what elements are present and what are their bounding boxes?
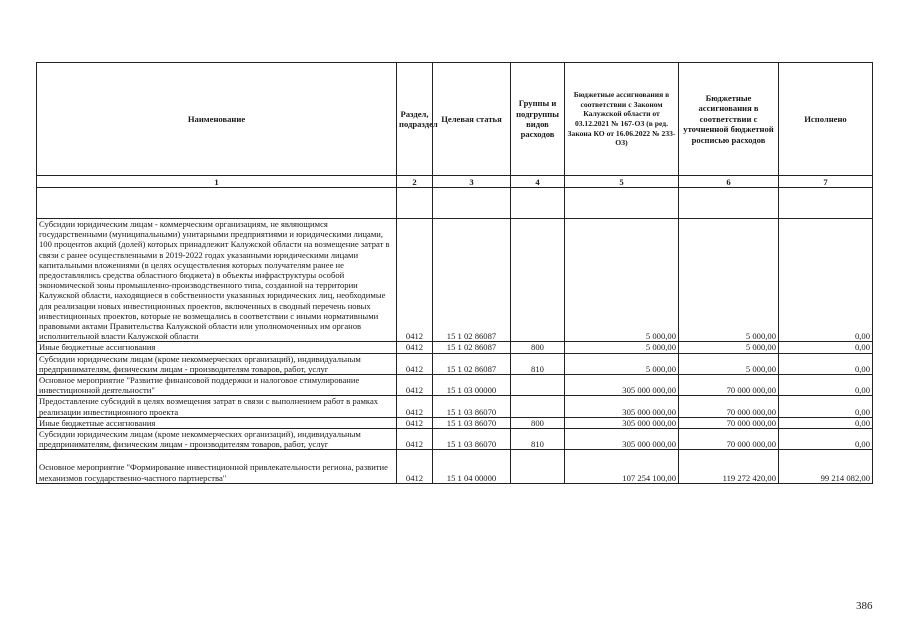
page-number: 386 xyxy=(856,600,873,612)
row-list-amount: 70 000 000,00 xyxy=(679,417,779,428)
row-law-amount: 5 000,00 xyxy=(565,219,679,342)
row-law-amount: 107 254 100,00 xyxy=(565,450,679,483)
table-row xyxy=(37,219,873,342)
row-section: 0412 xyxy=(397,450,433,483)
empty-cell xyxy=(37,188,397,219)
row-section: 0412 xyxy=(397,375,433,396)
row-name: Субсидии юридическим лицам (кроме некоммерческих организаций), индивидуальным предпринимателям, физическим лицам - производителям товаров, работ, услуг xyxy=(37,353,397,374)
table-row xyxy=(37,353,873,374)
column-number: 1 xyxy=(37,176,397,188)
header-executed: Исполнено xyxy=(779,63,873,176)
row-executed-amount: 0,00 xyxy=(779,417,873,428)
row-law-amount: 305 000 000,00 xyxy=(565,375,679,396)
row-target: 15 1 02 86087 xyxy=(433,342,511,353)
row-executed-amount: 0,00 xyxy=(779,375,873,396)
column-number-row xyxy=(37,176,873,188)
table-row xyxy=(37,450,873,483)
row-group xyxy=(511,375,565,396)
row-executed-amount: 0,00 xyxy=(779,396,873,417)
empty-cell xyxy=(511,188,565,219)
column-number: 2 xyxy=(397,176,433,188)
row-group: 810 xyxy=(511,353,565,374)
column-number: 7 xyxy=(779,176,873,188)
row-executed-amount: 0,00 xyxy=(779,219,873,342)
row-target: 15 1 03 00000 xyxy=(433,375,511,396)
header-list-allocation: Бюджетные ассигнования в соответствии с уточненной бюджетной росписью расходов xyxy=(679,63,779,176)
row-law-amount: 305 000 000,00 xyxy=(565,396,679,417)
row-name: Основное мероприятие "Развитие финансовой поддержки и налоговое стимулирование инвестиционной деятельности" xyxy=(37,375,397,396)
row-section: 0412 xyxy=(397,219,433,342)
row-group: 800 xyxy=(511,342,565,353)
row-target: 15 1 03 86070 xyxy=(433,396,511,417)
row-section: 0412 xyxy=(397,353,433,374)
column-number: 5 xyxy=(565,176,679,188)
spacer-row xyxy=(37,188,873,219)
row-name: Субсидии юридическим лицам (кроме некоммерческих организаций), индивидуальным предпринимателям, физическим лицам - производителям товаров, работ, услуг xyxy=(37,429,397,450)
row-executed-amount: 0,00 xyxy=(779,342,873,353)
empty-cell xyxy=(397,188,433,219)
table-row xyxy=(37,375,873,396)
row-group: 810 xyxy=(511,429,565,450)
table-row xyxy=(37,417,873,428)
row-target: 15 1 04 00000 xyxy=(433,450,511,483)
header-law-allocation: Бюджетные ассигнования в соответствии с Законом Калужской области от 03.12.2021 № 167-ОЗ (в ред. Закона КО от 16.06.2022 № 233-ОЗ) xyxy=(565,63,679,176)
row-executed-amount: 0,00 xyxy=(779,353,873,374)
row-group xyxy=(511,450,565,483)
row-target: 15 1 03 86070 xyxy=(433,417,511,428)
column-number: 4 xyxy=(511,176,565,188)
row-section: 0412 xyxy=(397,342,433,353)
row-target: 15 1 03 86070 xyxy=(433,429,511,450)
empty-cell xyxy=(779,188,873,219)
row-name: Иные бюджетные ассигнования xyxy=(37,417,397,428)
header-section: Раздел, подраздел xyxy=(397,63,433,176)
row-law-amount: 305 000 000,00 xyxy=(565,429,679,450)
row-name: Субсидии юридическим лицам - коммерческим организациям, не являющимся государственными (муниципальными) унитарными предприятиями и юридическими лицами, 100 процентов акций (долей) которых принадлежит Калужской области на возмещение затрат в связи с ранее осуществленными в 2019-2022 годах указанными юридическими лицами капитальными вложениями (в целях осуществления которых получателям ранее не предоставлялись средства областного бюджета) в объекты инфраструктуры особой экономической зоны промышленно-производственного типа, созданной на территории Калужской области, находящиеся в собственности указанных юридических лиц, необходимые для реализации новых инвестиционных проектов, включенных в сводный перечень новых инвестиционных проектов, которые не возмещались в соответствии с иными нормативными правовыми актами Правительства Калужской области или уполномоченных им органов исполнительной власти Калужской области xyxy=(37,219,397,342)
table-row xyxy=(37,342,873,353)
row-list-amount: 70 000 000,00 xyxy=(679,429,779,450)
row-group xyxy=(511,396,565,417)
row-section: 0412 xyxy=(397,429,433,450)
row-list-amount: 5 000,00 xyxy=(679,219,779,342)
column-number: 3 xyxy=(433,176,511,188)
row-section: 0412 xyxy=(397,417,433,428)
row-name: Предоставление субсидий в целях возмещения затрат в связи с выполнением работ в рамках реализации инвестиционного проекта xyxy=(37,396,397,417)
row-name: Иные бюджетные ассигнования xyxy=(37,342,397,353)
empty-cell xyxy=(433,188,511,219)
header-target: Целевая статья xyxy=(433,63,511,176)
row-list-amount: 70 000 000,00 xyxy=(679,375,779,396)
budget-sheet xyxy=(36,62,872,484)
row-list-amount: 70 000 000,00 xyxy=(679,396,779,417)
column-number: 6 xyxy=(679,176,779,188)
row-name: Основное мероприятие "Формирование инвестиционной привлекательности региона, развитие механизмов государственно-частного партнерства" xyxy=(37,450,397,483)
table-row xyxy=(37,396,873,417)
empty-cell xyxy=(679,188,779,219)
row-target: 15 1 02 86087 xyxy=(433,353,511,374)
row-law-amount: 305 000 000,00 xyxy=(565,417,679,428)
row-group: 800 xyxy=(511,417,565,428)
header-group: Группы и подгруппы видов расходов xyxy=(511,63,565,176)
row-list-amount: 5 000,00 xyxy=(679,342,779,353)
row-target: 15 1 02 86087 xyxy=(433,219,511,342)
row-executed-amount: 99 214 082,00 xyxy=(779,450,873,483)
row-group xyxy=(511,219,565,342)
row-law-amount: 5 000,00 xyxy=(565,342,679,353)
table-row xyxy=(37,429,873,450)
table-header-row xyxy=(37,63,873,176)
row-list-amount: 119 272 420,00 xyxy=(679,450,779,483)
empty-cell xyxy=(565,188,679,219)
header-name: Наименование xyxy=(37,63,397,176)
row-executed-amount: 0,00 xyxy=(779,429,873,450)
row-law-amount: 5 000,00 xyxy=(565,353,679,374)
row-section: 0412 xyxy=(397,396,433,417)
row-list-amount: 5 000,00 xyxy=(679,353,779,374)
budget-table xyxy=(36,62,873,484)
